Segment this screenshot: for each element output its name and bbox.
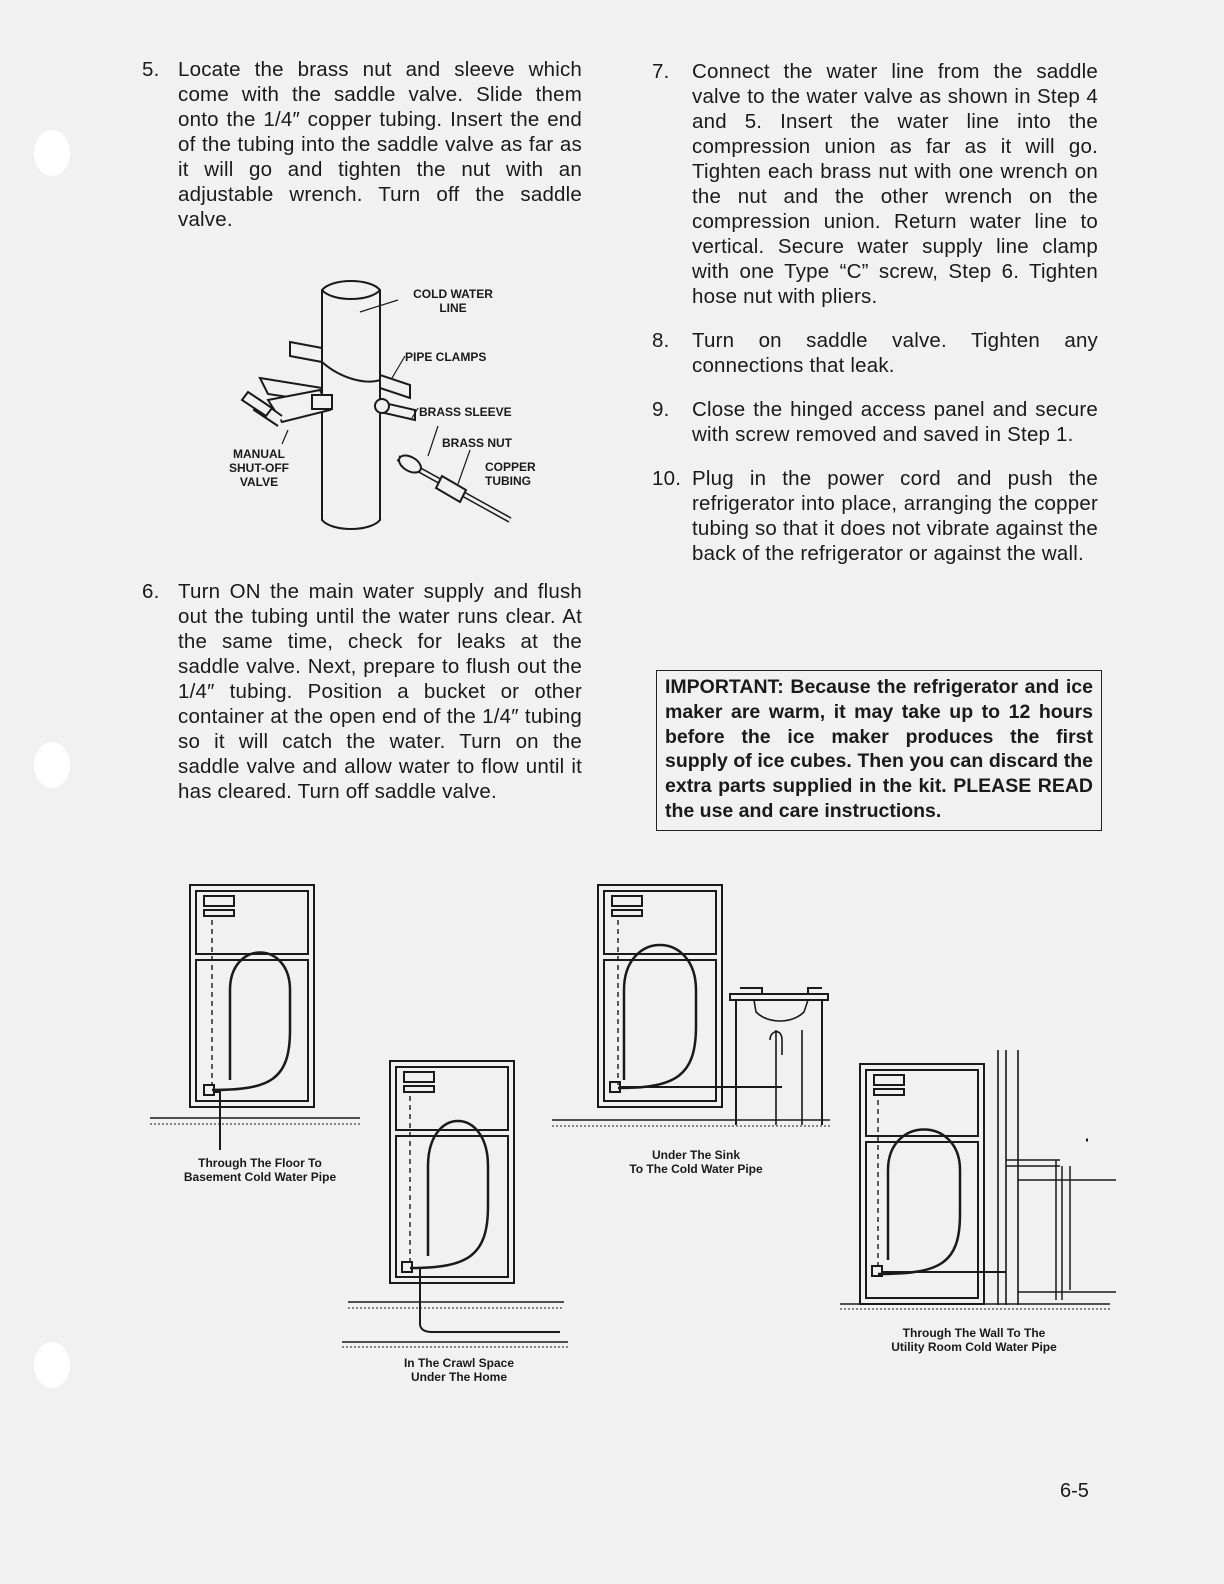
left-column-step6 <box>142 579 582 804</box>
label-copper-tubing: COPPER TUBING <box>485 460 536 488</box>
caption-through-wall: Through The Wall To The Utility Room Cold Water Pipe <box>891 1326 1057 1354</box>
fridge-under-sink-diagram <box>546 880 846 1140</box>
step-number: 7. <box>652 60 670 83</box>
caption-crawl-space: In The Crawl Space Under The Home <box>403 1356 515 1384</box>
step-text: Close the hinged access panel and secure with screw removed and saved in Step 1. <box>692 398 1098 446</box>
step-number: 6. <box>142 580 160 603</box>
binder-hole-bottom <box>34 1342 70 1388</box>
step-7 <box>652 59 1098 309</box>
step-number: 5. <box>142 58 160 81</box>
caption-under-sink: Under The Sink To The Cold Water Pipe <box>629 1148 763 1176</box>
binder-hole-top <box>34 130 70 176</box>
step-6 <box>142 579 582 804</box>
label-cold-water-line: COLD WATER LINE <box>413 287 493 315</box>
step-text: Connect the water line from the saddle valve to the water valve as shown in Step 4 and 5. Insert the water line into the compression union as far as it will go. Tighten each brass nut with one wrench on the nut and the other wrench on the compression union. Return water line to vertical. Secure water supply line clamp with one Type “C” screw, Step 6. Tighten hose nut with pliers. <box>692 60 1098 308</box>
important-notice: IMPORTANT: Because the refrigerator and ice maker are warm, it may take up to 12 hours before the ice maker produces the first supply of ice cubes. Then you can discard the extra parts supplied in the kit. PLEASE READ the use and care instructions. <box>656 670 1102 831</box>
step-text: Turn on saddle valve. Tighten any connections that leak. <box>692 329 1098 377</box>
step-9 <box>652 397 1098 447</box>
step-text: Locate the brass nut and sleeve which come with the saddle valve. Slide them onto the 1/4″ copper tubing. Insert the end of the tubing into the saddle valve as far as it will go and tighten the nut with an adjustable wrench. Turn off the saddle valve. <box>178 58 582 231</box>
label-manual-shut-off-valve: MANUAL SHUT-OFF VALVE <box>229 447 289 489</box>
caption-through-floor: Through The Floor To Basement Cold Water Pipe <box>183 1156 337 1184</box>
label-brass-nut: BRASS NUT <box>442 436 513 450</box>
step-text: Turn ON the main water supply and flush out the tubing until the water runs clear. At the same time, check for leaks at the saddle valve. Next, prepare to flush out the 1/4″ tubing. Position a bucket or other container at the open end of the 1/4″ tubing so it will catch the water. Turn on the saddle valve and allow water to flow until it has cleared. Turn off saddle valve. <box>178 580 582 803</box>
step-number: 8. <box>652 329 670 352</box>
step-number: 10. <box>652 467 682 490</box>
left-column <box>142 57 582 232</box>
saddle-valve-diagram <box>220 270 580 540</box>
label-pipe-clamps: PIPE CLAMPS <box>405 350 487 364</box>
step-text: Plug in the power cord and push the refrigerator into place, arranging the copper tubing so that it does not vibrate against the back of the refrigerator or against the wall. <box>692 467 1098 565</box>
step-10 <box>652 466 1098 566</box>
step-8 <box>652 328 1098 378</box>
right-column <box>652 59 1098 566</box>
fridge-through-wall-diagram <box>830 1050 1120 1320</box>
step-number: 9. <box>652 398 670 421</box>
binder-hole-middle <box>34 742 70 788</box>
label-brass-sleeve: BRASS SLEEVE <box>419 405 512 419</box>
step-5 <box>142 57 582 232</box>
page-number: 6-5 <box>1060 1480 1089 1502</box>
